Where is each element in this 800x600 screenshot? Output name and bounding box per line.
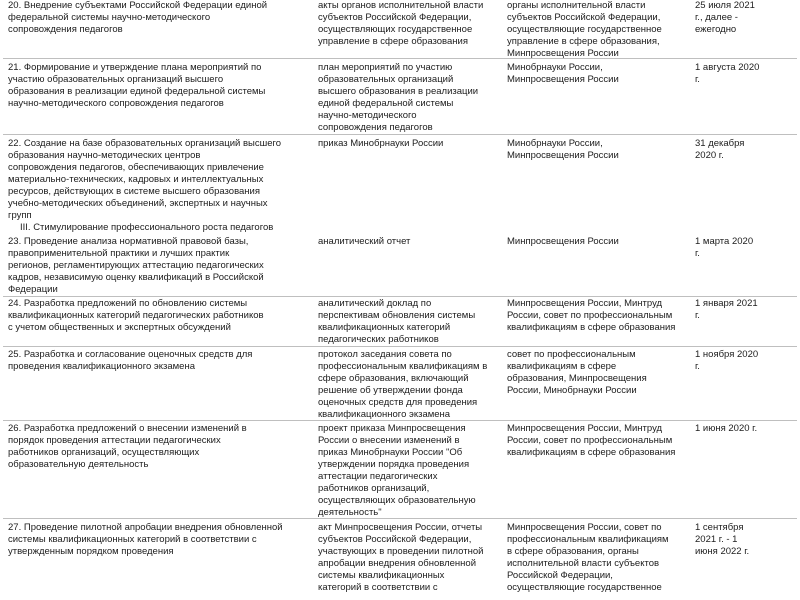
deadline-cell: 25 июля 2021 г., далее - ежегодно [695,0,755,35]
responsible-cell: Минпросвещения России, Минтруд России, совет по профессиональным квалификациям в сфере образования [507,298,676,333]
responsible-cell: Минпросвещения России [507,236,619,247]
result-cell: акты органов исполнительной власти субъектов Российской Федерации, осуществляющих государственное управление в сфере образования [318,0,484,47]
deadline-cell: 1 ноября 2020 г. [695,349,759,372]
result-cell: приказ Минобрнауки России [318,138,444,149]
result-cell: протокол заседания совета по профессиональным квалификациям в сфере образования, включающий решение об утверждении фонда оценочных средств для проведения квалификационного экзамена [318,349,488,420]
deadline-cell: 1 января 2021 г. [695,298,758,321]
row-number: 27. [8,522,22,533]
row-number: 26. [8,423,22,434]
section-heading: III. Стимулирование профессионального роста педагогов [20,222,274,233]
task-cell [8,62,316,110]
row-number: 20. [8,0,22,11]
row-divider [3,296,797,297]
result-cell: акт Минпросвещения России, отчеты субъектов Российской Федерации, участвующих в проведении пилотной апробации внедрения обновленной системы квалификационных категорий в соответствии с [318,522,484,593]
row-number: 25. [8,349,22,360]
row-number: 21. [8,62,22,73]
task-text: Проведение пилотной апробации внедрения обновленной системы квалификационных категорий в соответствии с утвержденным порядком проведения [8,522,283,557]
result-cell: аналитический отчет [318,236,411,247]
task-cell [8,423,316,471]
task-cell [8,0,316,36]
task-text: Проведение анализа нормативной правовой базы, правоприменительной практики и лучших практик регионов, регламентирующих аттестацию педагогических кадров, независимую оценку квалификаций в Российской Федерации [8,236,264,295]
task-cell [8,349,316,373]
result-cell: проект приказа Минпросвещения России о внесении изменений в приказ Минобрнауки России "Об утверждении порядка проведения аттестации педагогических работников организаций, осуществляющих образовательную деятельность" [318,423,476,518]
row-divider [3,346,797,347]
responsible-cell: Минпросвещения России, Минтруд России, совет по профессиональным квалификациям в сфере образования [507,423,676,458]
responsible-cell: Минпросвещения России, совет по профессиональным квалификациям в сфере образования, органы исполнительной власти субъектов Российской Федерации, осуществляющие государственное [507,522,669,593]
deadline-cell: 1 сентября 2021 г. - 1 июня 2022 г. [695,522,750,557]
task-cell [8,236,316,296]
task-text: Разработка предложений по обновлению системы квалификационных категорий педагогических работников с учетом общественных и экспертных обсуждений [8,298,264,333]
responsible-cell: Минобрнауки России, Минпросвещения России [507,62,619,85]
task-text: Формирование и утверждение плана мероприятий по участию образовательных организаций высшего образования в реализации единой федеральной системы научно-методического сопровождения педагогов [8,62,266,109]
deadline-cell: 1 июня 2020 г. [695,423,758,434]
row-number: 23. [8,236,22,247]
task-text: Разработка предложений о внесении изменений в порядок проведения аттестации педагогических работников организаций, осуществляющих образовательную деятельность [8,423,247,470]
task-text: Внедрение субъектами Российской Федерации единой федеральной системы научно-методического сопровождения педагогов [8,0,268,35]
result-cell: план мероприятий по участию образовательных организаций высшего образования в реализации единой федеральной системы научно-методического сопровождения педагогов [318,62,479,133]
row-divider [3,134,797,135]
deadline-cell: 1 марта 2020 г. [695,236,754,259]
task-cell [8,138,316,222]
responsible-cell: органы исполнительной власти субъектов Российской Федерации, осуществляющие государственное управление в сфере образования, Минпросвещения России [507,0,662,59]
row-number: 24. [8,298,22,309]
row-number: 22. [8,138,22,149]
task-text: Создание на базе образовательных организаций высшего образования научно-методических центров сопровождения педагогов, обеспечивающих привлечение материально-технических, кадровых и интеллектуальных ресурсов, действующих в системе высшего образования учебно-методических объединений, экспертных и научных групп [8,138,282,221]
task-text: Разработка и согласование оценочных средств для проведения квалификационного экзамена [8,349,253,372]
result-cell: аналитический доклад по перспективам обновления системы квалификационных категорий педагогических работников [318,298,476,345]
deadline-cell: 1 августа 2020 г. [695,62,760,85]
task-cell [8,522,316,558]
responsible-cell: Минобрнауки России, Минпросвещения России [507,138,619,161]
responsible-cell: совет по профессиональным квалификациям в сфере образования, Минпросвещения России, Минобрнауки России [507,349,647,396]
deadline-cell: 31 декабря 2020 г. [695,138,745,161]
task-cell [8,298,316,334]
